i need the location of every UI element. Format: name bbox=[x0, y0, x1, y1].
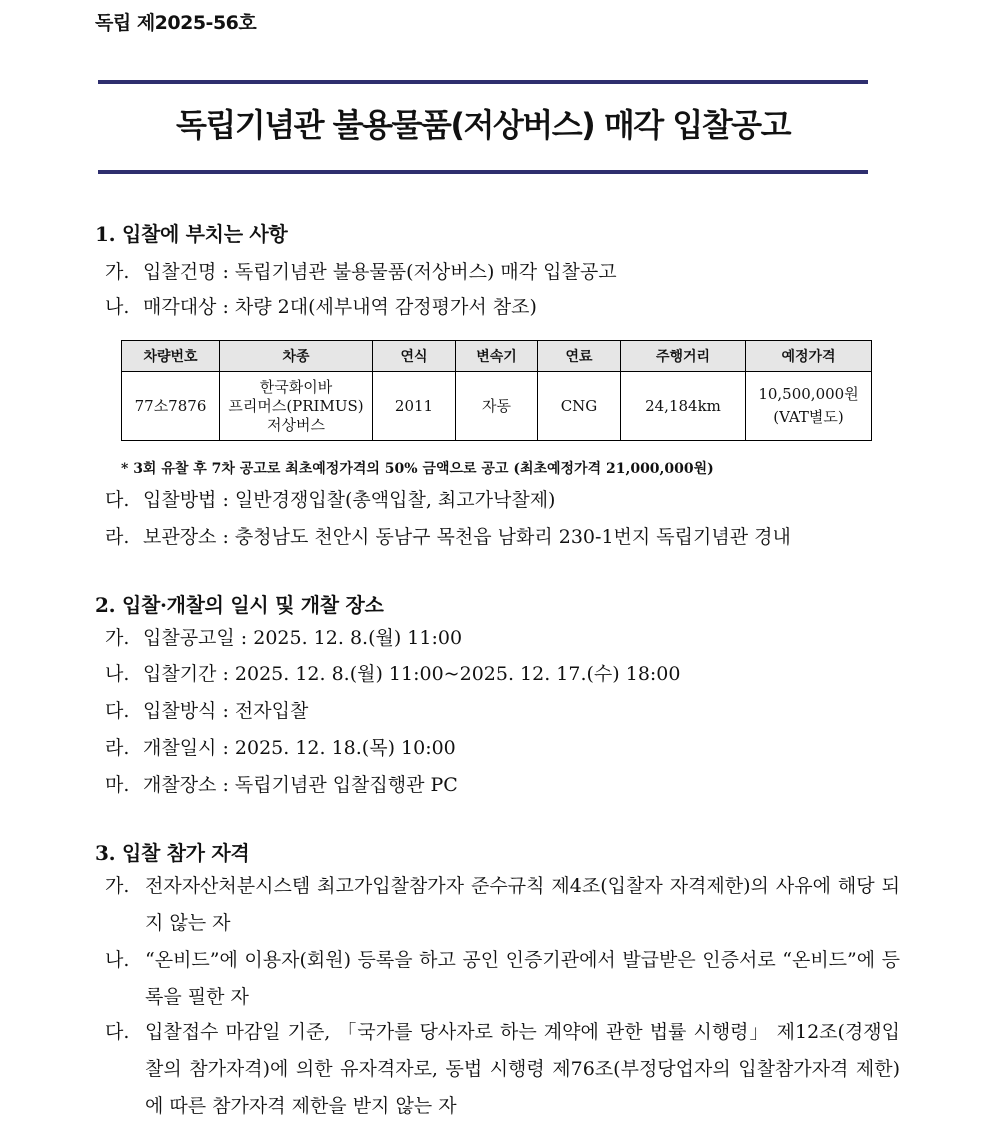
section-3-heading: 3. 입찰 참가 자격 bbox=[95, 841, 250, 865]
title-bottom-rule bbox=[98, 170, 868, 174]
header-fuel: 연료 bbox=[538, 341, 621, 372]
item-text: 입찰건명 : 독립기념관 불용물품(저상버스) 매각 입찰공고 bbox=[143, 261, 617, 283]
header-vehicle-type: 차종 bbox=[220, 341, 373, 372]
header-transmission: 변속기 bbox=[456, 341, 538, 372]
section-2-item-ga bbox=[105, 620, 900, 657]
item-marker: 다. bbox=[105, 700, 130, 722]
cell-transmission: 자동 bbox=[456, 372, 538, 441]
section-1-item-ga bbox=[105, 254, 900, 291]
section-2-item-ra bbox=[105, 730, 900, 767]
item-text: 입찰접수 마감일 기준, 「국가를 당사자로 하는 계약에 관한 법률 시행령」 제12조(경쟁입찰의 참가자격)에 의한 유자격자로, 동법 시행령 제76조(부정당업자의 입찰참가자격 제한)에 따른 참가자격 제한을 받지 않는 자 bbox=[145, 1021, 900, 1117]
item-marker: 나. bbox=[105, 663, 130, 685]
section-3-item-da bbox=[105, 1014, 900, 1125]
item-marker: 라. bbox=[105, 737, 130, 759]
section-1-item-da bbox=[105, 482, 900, 519]
item-marker: 다. bbox=[105, 1021, 130, 1043]
price-vat-note: (VAT별도) bbox=[773, 408, 844, 426]
header-price: 예정가격 bbox=[746, 341, 872, 372]
price-amount: 10,500,000원 bbox=[758, 385, 859, 403]
cell-plate: 77소7876 bbox=[122, 372, 220, 441]
item-text: 입찰방법 : 일반경쟁입찰(총액입찰, 최고가낙찰제) bbox=[143, 489, 556, 511]
item-marker: 마. bbox=[105, 774, 130, 796]
item-marker: 가. bbox=[105, 875, 130, 897]
section-1-item-na bbox=[105, 289, 900, 326]
table-header-row bbox=[122, 341, 872, 372]
cell-mileage: 24,184km bbox=[621, 372, 746, 441]
header-mileage: 주행거리 bbox=[621, 341, 746, 372]
section-2-item-da bbox=[105, 693, 900, 730]
item-text: 개찰일시 : 2025. 12. 18.(목) 10:00 bbox=[143, 737, 456, 759]
item-text: 입찰방식 : 전자입찰 bbox=[143, 700, 309, 722]
section-1-heading: 1. 입찰에 부치는 사항 bbox=[95, 222, 288, 246]
section-3-item-ga bbox=[105, 868, 900, 942]
section-1-item-ra bbox=[105, 519, 900, 556]
item-text: 개찰장소 : 독립기념관 입찰집행관 PC bbox=[143, 774, 458, 796]
item-marker: 가. bbox=[105, 261, 130, 283]
item-text: “온비드”에 이용자(회원) 등록을 하고 공인 인증기관에서 발급받은 인증서로 “온비드”에 등록을 필한 자 bbox=[145, 949, 900, 1008]
price-note: * 3회 유찰 후 7차 공고로 최초예정가격의 50% 금액으로 공고 (최초예정가격 21,000,000원) bbox=[121, 461, 714, 477]
vehicle-type-line-3: 저상버스 bbox=[267, 415, 325, 434]
section-2-item-ma bbox=[105, 767, 900, 804]
title-top-rule bbox=[98, 80, 868, 84]
page-title: 독립기념관 불용물품(저상버스) 매각 입찰공고 bbox=[175, 106, 790, 144]
item-marker: 나. bbox=[105, 949, 130, 971]
section-3-item-na bbox=[105, 942, 900, 1016]
table-row bbox=[122, 372, 872, 441]
item-marker: 라. bbox=[105, 526, 130, 548]
document-number: 독립 제2025-56호 bbox=[95, 12, 257, 34]
item-text: 전자자산처분시스템 최고가입찰참가자 준수규칙 제4조(입찰자 자격제한)의 사유에 해당 되지 않는 자 bbox=[145, 875, 900, 934]
item-text: 입찰공고일 : 2025. 12. 8.(월) 11:00 bbox=[143, 627, 463, 649]
item-marker: 다. bbox=[105, 489, 130, 511]
vehicle-table bbox=[121, 340, 872, 441]
cell-price bbox=[746, 372, 872, 441]
cell-vehicle-type bbox=[220, 372, 373, 441]
section-2-heading: 2. 입찰·개찰의 일시 및 개찰 장소 bbox=[95, 593, 384, 617]
section-2-item-na bbox=[105, 656, 900, 693]
item-text: 입찰기간 : 2025. 12. 8.(월) 11:00~2025. 12. 17.(수) 18:00 bbox=[143, 663, 681, 685]
cell-year: 2011 bbox=[373, 372, 456, 441]
cell-fuel: CNG bbox=[538, 372, 621, 441]
item-marker: 가. bbox=[105, 627, 130, 649]
item-text: 보관장소 : 충청남도 천안시 동남구 목천읍 남화리 230-1번지 독립기념관 경내 bbox=[143, 526, 791, 548]
item-marker: 나. bbox=[105, 296, 130, 318]
header-plate: 차량번호 bbox=[122, 341, 220, 372]
item-text: 매각대상 : 차량 2대(세부내역 감정평가서 참조) bbox=[143, 296, 537, 318]
vehicle-type-line-1: 한국화이바 bbox=[259, 377, 333, 396]
vehicle-type-line-2: 프리머스(PRIMUS) bbox=[228, 396, 364, 415]
header-year: 연식 bbox=[373, 341, 456, 372]
